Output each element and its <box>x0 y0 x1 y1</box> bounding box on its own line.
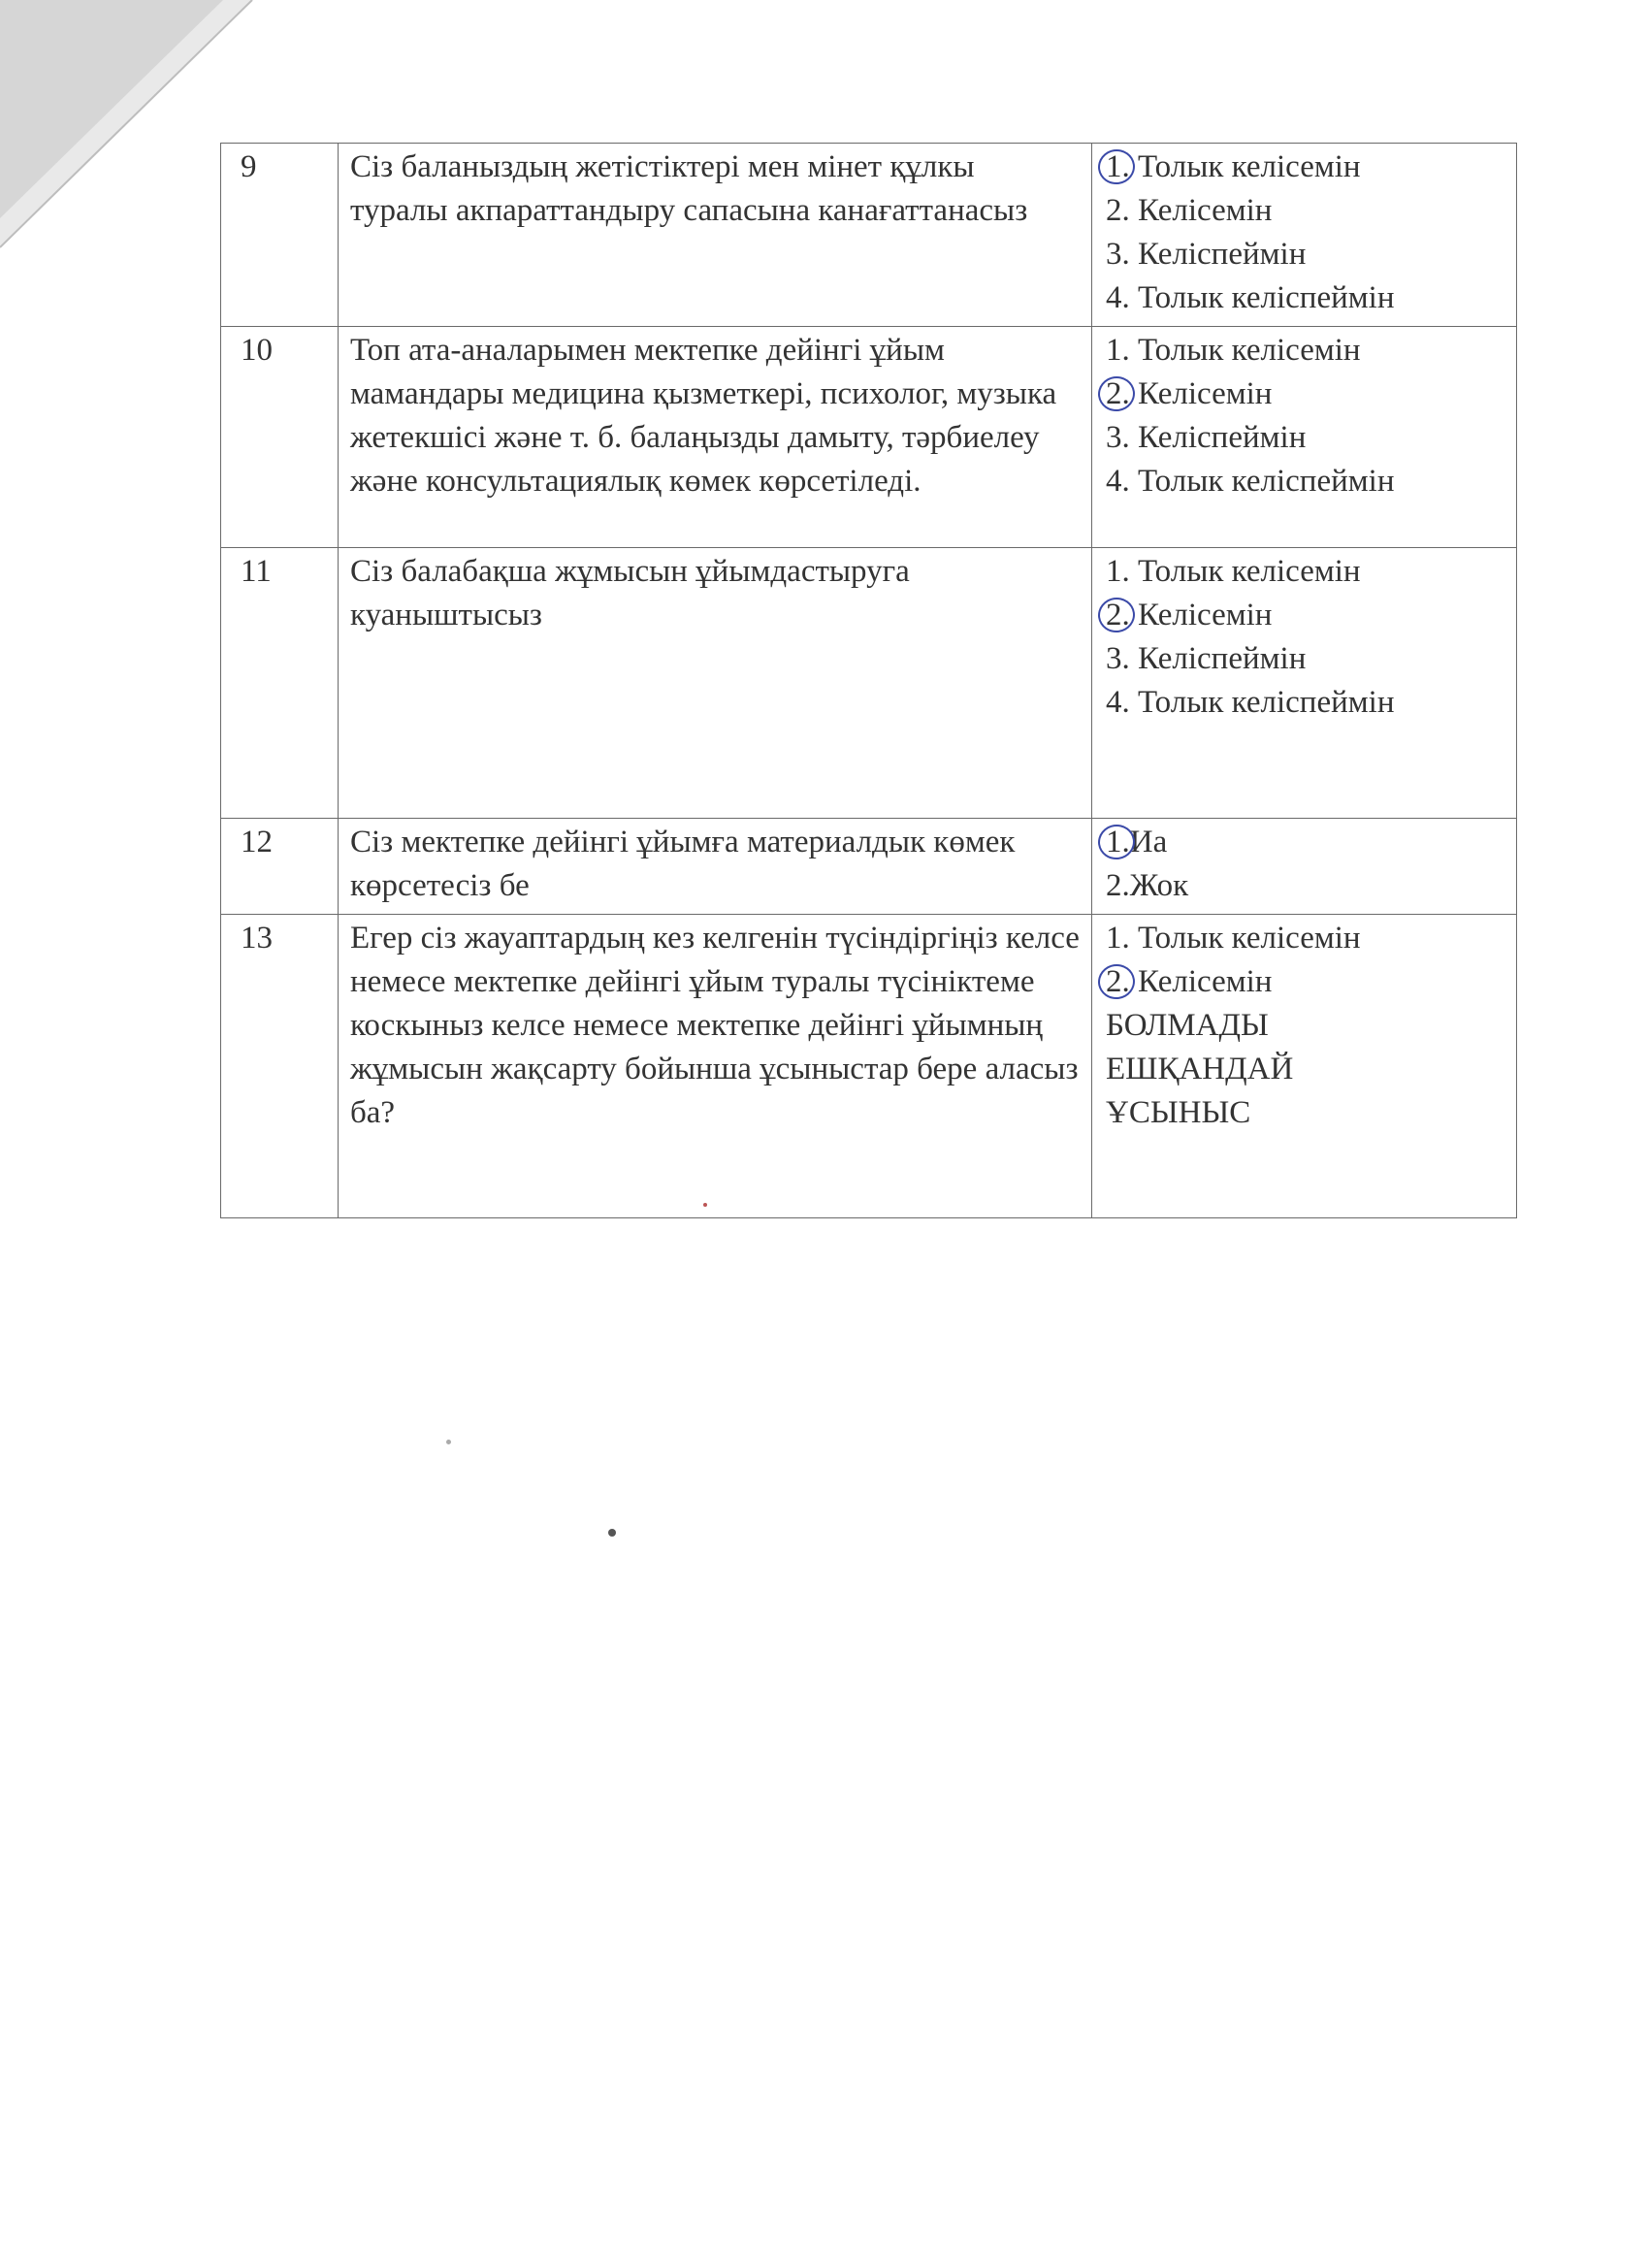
answer-option: 1. Толык келісемін <box>1106 921 1361 956</box>
handwritten-answer: ҰСЫНЫС <box>1106 1095 1251 1130</box>
question-text: Сіз балабақша жұмысын ұйымдастыруга куаныштысыз <box>339 548 1092 819</box>
question-text: Егер сіз жауаптардың кез келгенін түсіндіргіңіз келсе немесе мектепке дейінгі ұйым туралы түсініктеме коскыныз келсе немесе мектепке дейінгі ұйымның жұмысын жақсарту бойынша ұсыныстар бере аласыз ба? <box>339 915 1092 1218</box>
answer-option: 2. Келісемін <box>1106 960 1504 1004</box>
scan-speck <box>608 1529 616 1537</box>
answer-option: 3. Келіспеймін <box>1106 420 1307 455</box>
handwritten-answer: БОЛМАДЫ <box>1106 1008 1269 1043</box>
scan-speck <box>446 1440 451 1444</box>
table-row <box>221 144 1517 327</box>
answer-options <box>1092 915 1517 1218</box>
answer-option: 2. Келісемін <box>1106 594 1504 637</box>
scan-speck <box>703 1203 707 1207</box>
table-row <box>221 915 1517 1218</box>
question-number: 10 <box>221 327 339 548</box>
answer-option: 3. Келіспеймін <box>1106 641 1307 676</box>
question-number: 13 <box>221 915 339 1218</box>
answer-option: 1. Толык келісемін <box>1106 554 1361 589</box>
answer-option: 1. Толык келісемін <box>1106 146 1504 189</box>
answer-option: 2. Келісемін <box>1106 193 1273 228</box>
question-number: 12 <box>221 819 339 915</box>
answer-option: 1. Толык келісемін <box>1106 333 1361 368</box>
answer-option: 1.Иа <box>1106 821 1504 864</box>
question-text: Сіз баланыздың жетістіктері мен мінет құлкы туралы акпараттандыру сапасына канағаттанасыз <box>339 144 1092 327</box>
table-row <box>221 327 1517 548</box>
survey-table <box>220 143 1517 1218</box>
table-row <box>221 819 1517 915</box>
answer-option: 3. Келіспеймін <box>1106 237 1307 272</box>
answer-option: 2.Жок <box>1106 868 1189 903</box>
handwritten-answer: ЕШҚАНДАЙ <box>1106 1052 1294 1086</box>
answer-options <box>1092 327 1517 548</box>
answer-options <box>1092 819 1517 915</box>
answer-options <box>1092 144 1517 327</box>
question-text: Топ ата-аналарымен мектепке дейінгі ұйым мамандары медицина қызметкері, психолог, музыка жетекшісі және т. б. балаңызды дамыту, тәрбиелеу және консультациялық көмек көрсетіледі. <box>339 327 1092 548</box>
question-number: 11 <box>221 548 339 819</box>
answer-options <box>1092 548 1517 819</box>
answer-option: 4. Толык келіспеймін <box>1106 685 1395 720</box>
answer-option: 4. Толык келіспеймін <box>1106 280 1395 315</box>
answer-option: 2. Келісемін <box>1106 373 1504 416</box>
table-row <box>221 548 1517 819</box>
question-text: Сіз мектепке дейінгі ұйымға материалдык көмек көрсетесіз бе <box>339 819 1092 915</box>
answer-option: 4. Толык келіспеймін <box>1106 464 1395 499</box>
question-number: 9 <box>221 144 339 327</box>
